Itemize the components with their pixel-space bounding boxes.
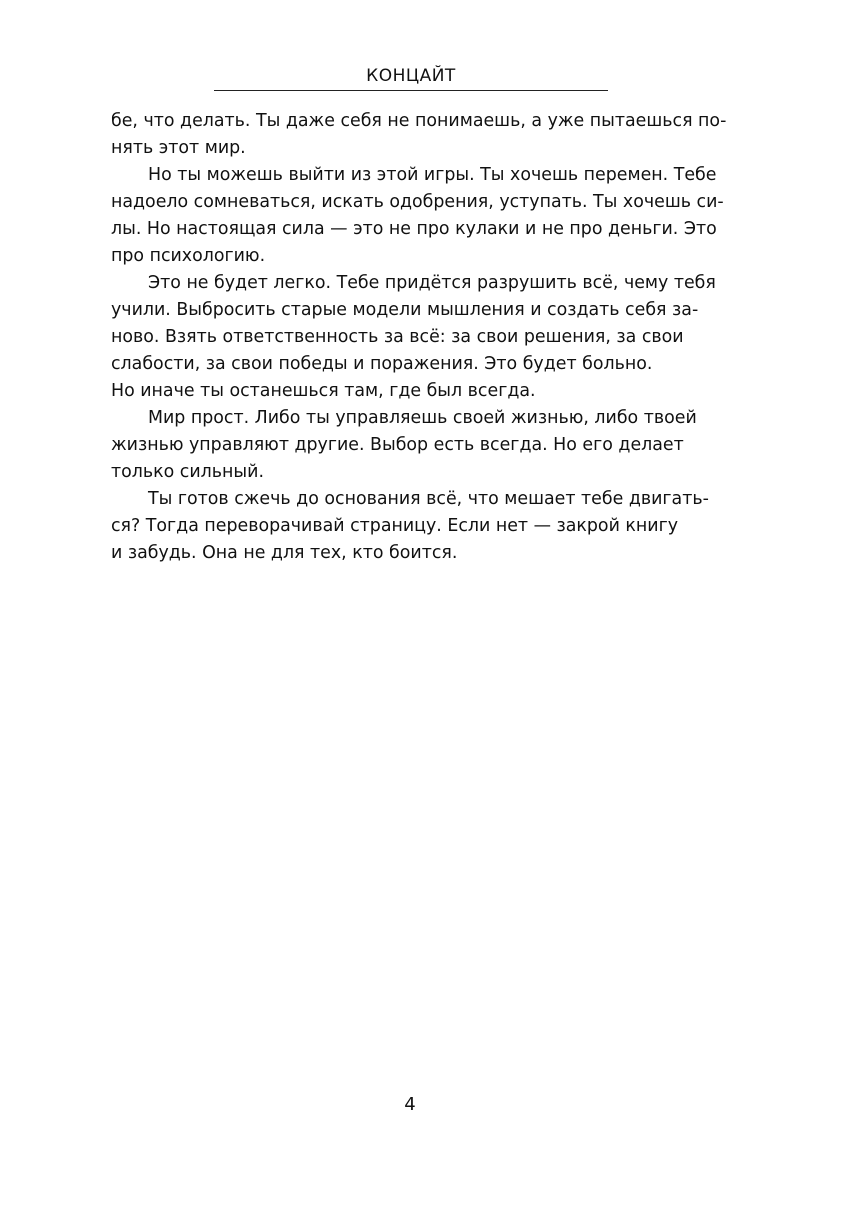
- text-line: слабости, за свои победы и поражения. Это будет больно.: [111, 354, 653, 374]
- paragraph-first-line: Но ты можешь выйти из этой игры. Ты хочешь перемен. Тебе: [148, 165, 717, 185]
- text-line: ново. Взять ответственность за всё: за свои решения, за свои: [111, 327, 684, 347]
- text-line: ся? Тогда переворачивай страницу. Если нет — закрой книгу: [111, 516, 679, 536]
- text-line: Но иначе ты останешься там, где был всегда.: [111, 381, 536, 401]
- paragraph-first-line: Ты готов сжечь до основания всё, что мешает тебе двигать-: [148, 489, 709, 509]
- paragraph-first-line: Это не будет легко. Тебе придётся разрушить всё, чему тебя: [148, 273, 716, 293]
- text-line: только сильный.: [111, 462, 264, 482]
- text-line: нять этот мир.: [111, 138, 246, 158]
- text-line: жизнью управляют другие. Выбор есть всегда. Но его делает: [111, 435, 684, 455]
- page-number: 4: [404, 1094, 416, 1115]
- text-line: надоело сомневаться, искать одобрения, уступать. Ты хочешь си-: [111, 192, 724, 212]
- text-line: про психологию.: [111, 246, 266, 266]
- text-line: и забудь. Она не для тех, кто боится.: [111, 543, 458, 563]
- body-text: [111, 108, 727, 567]
- text-line: учили. Выбросить старые модели мышления и создать себя за-: [111, 300, 699, 320]
- running-header: [214, 64, 608, 91]
- text-line: лы. Но настоящая сила — это не про кулаки и не про деньги. Это: [111, 219, 717, 239]
- text-line: бе, что делать. Ты даже себя не понимаешь, а уже пытаешься по-: [111, 111, 727, 131]
- paragraph-first-line: Мир прост. Либо ты управляешь своей жизнью, либо твоей: [148, 408, 697, 428]
- running-header-title: КОНЦАЙТ: [366, 66, 456, 86]
